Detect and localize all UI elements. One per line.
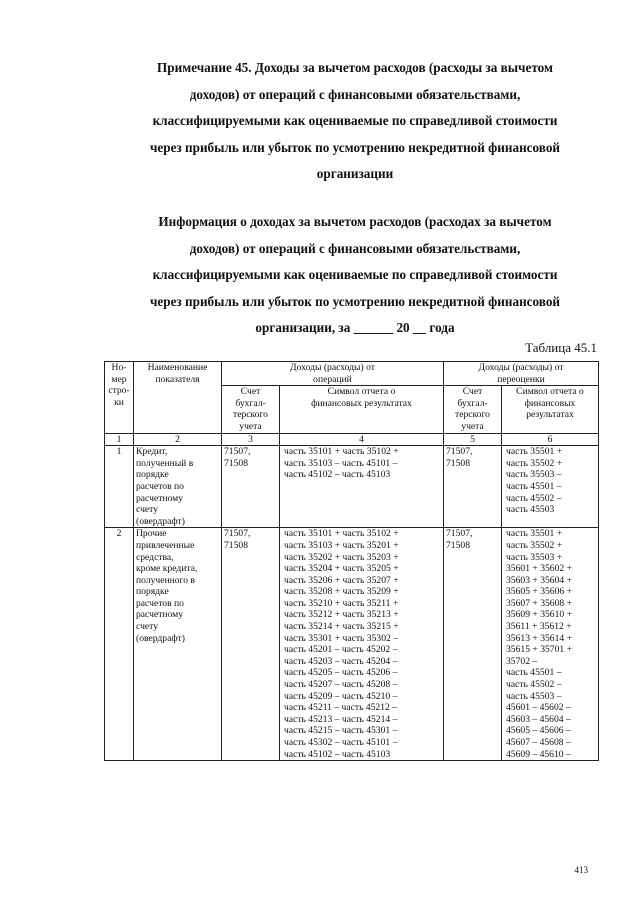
row-number: 2 — [105, 528, 134, 761]
header-account-revaluation-text: Счет бухгал- терского учета — [455, 386, 490, 432]
header-indicator-name — [134, 362, 222, 434]
symbol-revaluation: часть 35501 + часть 35502 + часть 35503 – часть 45501 – часть 45502 – часть 45503 — [502, 446, 599, 528]
header-row-number — [105, 362, 134, 434]
symbol-operations: часть 35101 + часть 35102 + часть 35103 – часть 45101 – часть 45102 – часть 45103 — [280, 446, 444, 528]
symbol-revaluation: часть 35501 + часть 35502 + часть 35503 + 35601 + 35602 + 35603 + 35604 + 35605 + 35606 + 35607 + 35608 + 35609 + 35610 + 35611 + 35612 + 35613 + 35614 + 35615 + 35701 + 35702 – часть 45501 – часть 45502 – часть 45503 – 45601 – 45602 – 45603 – 45604 – 45605 – 45606 – 45607 – 45608 – 45609 – 45610 – — [502, 528, 599, 761]
header-account-operations-text: Счет бухгал- терского учета — [233, 386, 268, 432]
page-number: 413 — [574, 865, 588, 875]
column-number-row — [105, 433, 599, 446]
account-operations: 71507, 71508 — [222, 528, 280, 761]
column-number: 6 — [502, 433, 599, 446]
indicator-name: Кредит, полученный в порядке расчетов по расчетному счету (овердрафт) — [134, 446, 222, 528]
table-caption: Таблица 45.1 — [525, 340, 597, 355]
header-revaluation-group — [444, 362, 599, 386]
note-title-line: классифицируемыми как оцениваемые по справедливой стоимости — [152, 113, 558, 128]
header-operations-group-text: Доходы (расходы) от операций — [290, 362, 375, 385]
column-number: 1 — [105, 433, 134, 446]
row-number: 1 — [105, 446, 134, 528]
account-revaluation: 71507, 71508 — [444, 446, 502, 528]
note-title-line: Примечание 45. Доходы за вычетом расходов (расходы за вычетом — [157, 60, 553, 75]
column-number: 5 — [444, 433, 502, 446]
header-symbol-operations — [280, 386, 444, 433]
income-table — [104, 361, 599, 761]
header-row-number-text: Но- мер стро- ки — [108, 362, 130, 408]
info-title-line: Информация о доходах за вычетом расходов (расходах за вычетом — [158, 214, 552, 229]
header-operations-group — [222, 362, 444, 386]
column-number: 4 — [280, 433, 444, 446]
column-number: 2 — [134, 433, 222, 446]
info-title-line: организации, за ______ 20 __ года — [255, 320, 455, 335]
note-title-line: через прибыль или убыток по усмотрению некредитной финансовой — [149, 139, 561, 155]
header-revaluation-group-text: Доходы (расходы) от переоценки — [478, 362, 564, 385]
header-symbol-revaluation-text: Символ отчета о финансовых результатах — [516, 386, 584, 421]
table-row — [105, 528, 599, 761]
header-symbol-operations-text: Символ отчета о финансовых результатах — [311, 386, 412, 409]
indicator-name: Прочие привлеченные средства, кроме кредита, полученного в порядке расчетов по расчетному счету (овердрафт) — [134, 528, 222, 761]
header-indicator-name-text: Наименование показателя — [147, 362, 208, 385]
header-account-revaluation — [444, 386, 502, 433]
info-title-line: через прибыль или убыток по усмотрению некредитной финансовой — [149, 293, 561, 309]
note-title — [112, 55, 598, 188]
header-account-operations — [222, 386, 280, 433]
account-revaluation: 71507, 71508 — [444, 528, 502, 761]
note-title-line: доходов) от операций с финансовыми обязательствами, — [189, 86, 521, 102]
info-title — [112, 209, 598, 342]
table-row — [105, 446, 599, 528]
header-symbol-revaluation — [502, 386, 599, 433]
info-title-line: классифицируемыми как оцениваемые по справедливой стоимости — [152, 267, 558, 282]
info-title-line: доходов) от операций с финансовыми обязательствами, — [189, 240, 521, 256]
column-number: 3 — [222, 433, 280, 446]
note-title-line: организации — [316, 166, 394, 181]
account-operations: 71507, 71508 — [222, 446, 280, 528]
symbol-operations: часть 35101 + часть 35102 + часть 35103 + часть 35201 + часть 35202 + часть 35203 + часть 35204 + часть 35205 + часть 35206 + часть 35207 + часть 35208 + часть 35209 + часть 35210 + часть 35211 + часть 35212 + часть 35213 + часть 35214 + часть 35215 + часть 35301 + часть 35302 – часть 45201 – часть 45202 – часть 45203 – часть 45204 – часть 45205 – часть 45206 – часть 45207 – часть 45208 – часть 45209 – часть 45210 – часть 45211 – часть 45212 – часть 45213 – часть 45214 – часть 45215 – часть 45301 – часть 45302 – часть 45101 – часть 45102 – часть 45103 — [280, 528, 444, 761]
